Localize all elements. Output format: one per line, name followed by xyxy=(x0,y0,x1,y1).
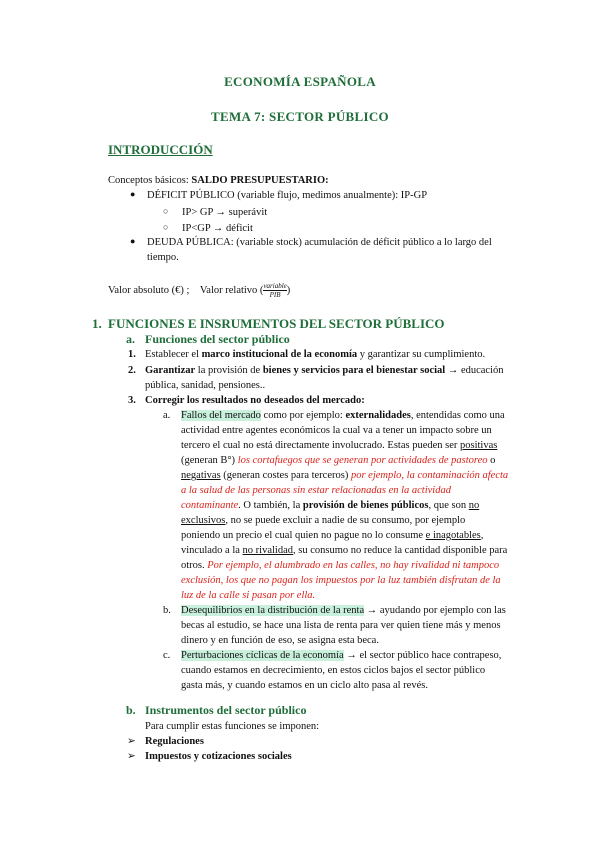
list-number: 2. xyxy=(128,365,136,376)
sub-c-label: c. xyxy=(163,650,171,661)
sub-a-line-2: actividad entre agentes económicos la cual va a tener un impacto sobre un xyxy=(181,425,492,436)
sub-a-line-5: negativas (generan costes para terceros) por ejemplo, la contaminación afecta xyxy=(181,470,509,481)
sub-a-line-4: (generan B°) los cortafuegos que se generan por actividades de pastoreo o xyxy=(181,455,496,466)
superavit-line: IP> GP → superávit xyxy=(182,207,268,218)
bullet-dot-icon: ● xyxy=(130,189,136,199)
deficit-sub-line: IP<GP → déficit xyxy=(182,223,253,234)
deuda-line-2: tiempo. xyxy=(147,252,179,263)
document-subtitle: TEMA 7: SECTOR PÚBLICO xyxy=(211,109,389,124)
sub-a-line-8: exclusivos, no se puede excluir a nadie de su consumo, por ejemplo xyxy=(181,515,466,526)
impuestos-item: Impuestos y cotizaciones sociales xyxy=(145,751,292,762)
bullet-circle-icon: ○ xyxy=(163,222,169,232)
bullet-dot-icon: ● xyxy=(130,236,136,246)
bullet-circle-icon: ○ xyxy=(163,206,169,216)
valor-line: Valor absoluto (€) ; Valor relativo ( variable PIB ) xyxy=(108,282,291,299)
sub-a-line-13: luz de la calle si pasan por ella. xyxy=(181,590,316,601)
item-3: Corregir los resultados no deseados del mercado: xyxy=(145,395,365,406)
subsection-b-label: b. xyxy=(126,703,136,717)
item-1: Establecer el marco institucional de la economía y garantizar su cumplimiento. xyxy=(145,349,486,360)
sub-a-line-1: Fallos del mercado como por ejemplo: externalidades, entendidas como una xyxy=(181,410,505,421)
sub-a-line-12: exclusión, los que no pagan los impuestos por la luz también disfrutan de la xyxy=(181,575,501,586)
section-1-heading: FUNCIONES E INSRUMENTOS DEL SECTOR PÚBLICO xyxy=(108,316,445,331)
intro-heading: INTRODUCCIÓN xyxy=(108,142,213,157)
sub-a-line-11: otros. Por ejemplo, el alumbrado en las calles, no hay rivalidad ni tampoco xyxy=(181,560,500,571)
item-2-line-2: pública, sanidad, pensiones.. xyxy=(145,380,266,391)
sub-c-line-3: gasta más, y cuando estamos en un ciclo alto pasa al revés. xyxy=(181,680,428,691)
sub-a-line-10: vinculado a la no rivalidad, su consumo no reduce la cantidad disponible para xyxy=(181,545,508,556)
subsection-b-heading: Instrumentos del sector público xyxy=(145,703,307,717)
conceptos-line: Conceptos básicos: SALDO PRESUPUESTARIO: xyxy=(108,175,329,186)
regulaciones-item: Regulaciones xyxy=(145,736,204,747)
arrow-bullet-icon: ➢ xyxy=(127,751,136,762)
sub-b-line-1: Desequilibrios en la distribución de la renta → ayudando por ejemplo con las xyxy=(181,605,506,616)
item-2-line-1: Garantizar la provisión de bienes y servicios para el bienestar social → educación xyxy=(145,365,504,376)
sub-a-line-9: poniendo un precio el cual quien no pague no lo consume e inagotables, xyxy=(181,530,484,541)
subsection-b-intro: Para cumplir estas funciones se imponen: xyxy=(145,721,320,732)
subsection-a-label: a. xyxy=(126,332,135,346)
sub-b-line-2: becas al estudio, se hace una lista de renta para ver quien tiene más y menos xyxy=(181,620,501,631)
deuda-line-1: DEUDA PÚBLICA: (variable stock) acumulación de déficit público a lo largo del xyxy=(147,237,492,248)
list-number: 3. xyxy=(128,395,136,406)
deficit-line: DÉFICIT PÚBLICO (variable flujo, medimos anualmente): IP-GP xyxy=(147,190,428,201)
arrow-bullet-icon: ➢ xyxy=(127,736,136,747)
sub-b-line-3: dinero y en función de eso, se asigna esta beca. xyxy=(181,635,379,646)
sub-a-line-6: a la salud de las personas sin estar relacionadas en la actividad xyxy=(181,485,451,496)
sub-a-line-3: tercero el cual no está directamente involucrado. Estas pueden ser positivas xyxy=(181,440,498,451)
list-number: 1. xyxy=(128,349,136,360)
document-title: ECONOMÍA ESPAÑOLA xyxy=(224,74,376,89)
sub-a-line-7: contaminante. O también, la provisión de bienes públicos, que son no xyxy=(181,500,480,511)
subsection-a-heading: Funciones del sector público xyxy=(145,332,290,346)
sub-a-label: a. xyxy=(163,410,171,421)
sub-c-line-2: cuando estamos en decrecimiento, en estos ciclos bajos el sector público xyxy=(181,665,486,676)
sub-b-label: b. xyxy=(163,605,171,616)
section-1-number: 1. xyxy=(92,316,102,331)
sub-c-line-1: Perturbaciones cíclicas de la economía → el sector público hace contrapeso, xyxy=(181,650,502,661)
